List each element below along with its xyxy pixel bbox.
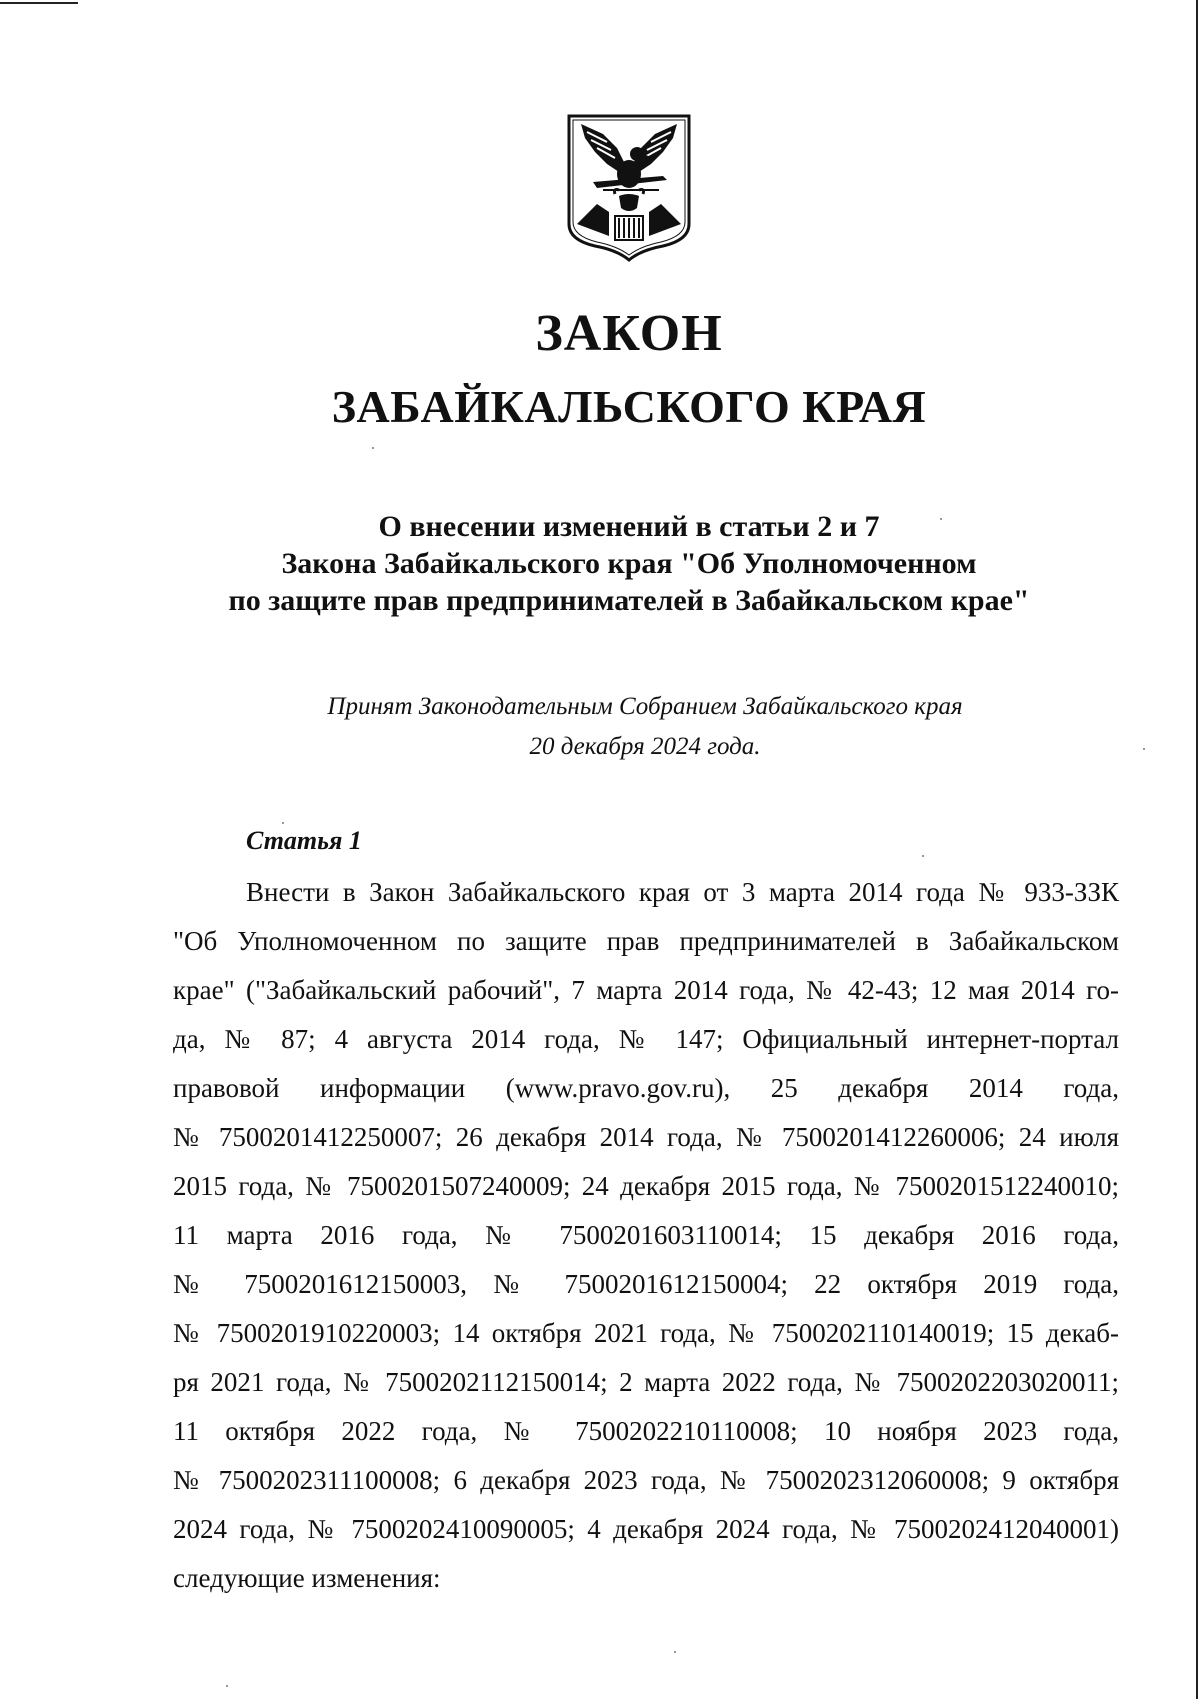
article-body — [173, 868, 1119, 1603]
paragraph-line: № 7500201910220003; 14 октября 2021 года, № 7500202110140019; 15 декаб- — [173, 1318, 1119, 1348]
subject-line: по защите прав предпринимателей в Забайкальском крае" — [228, 584, 1030, 617]
law-title: ЗАКОН — [535, 305, 723, 362]
paragraph-line: да, № 87; 4 августа 2014 года, № 147; Официальный интернет-портал — [173, 1024, 1119, 1054]
paragraph-line: 2015 года, № 7500201507240009; 24 декабря 2015 года, № 7500201512240010; — [173, 1171, 1119, 1201]
paragraph-line: "Об Уполномоченном по защите прав предпринимателей в Забайкальском — [173, 926, 1119, 956]
scan-speck — [922, 855, 924, 857]
scan-speck — [674, 1651, 676, 1653]
paragraph-line: № 7500201612150003, № 7500201612150004; 22 октября 2019 года, — [173, 1269, 1119, 1299]
subject-line: О внесении изменений в статьи 2 и 7 — [378, 510, 880, 543]
paragraph-line: 2024 года, № 7500202410090005; 4 декабря 2024 года, № 7500202412040001) — [173, 1514, 1119, 1544]
subject-line: Закона Забайкальского края "Об Уполномоченном — [281, 547, 977, 580]
adoption-note — [0, 687, 1200, 767]
scan-speck — [372, 447, 374, 449]
adoption-date: 20 декабря 2024 года. — [529, 733, 761, 760]
paragraph-line: № 7500201412250007; 26 декабря 2014 года, № 7500201412260006; 24 июля — [173, 1122, 1119, 1152]
law-region: ЗАБАЙКАЛЬСКОГО КРАЯ — [331, 381, 927, 432]
paragraph-line: 11 октября 2022 года, № 7500202210110008; 10 ноября 2023 года, — [173, 1416, 1119, 1446]
coat-of-arms-icon — [563, 112, 695, 262]
scan-speck — [282, 822, 284, 824]
law-subject — [0, 508, 1200, 619]
paragraph-line: 11 марта 2016 года, № 7500201603110014; 15 декабря 2016 года, — [173, 1220, 1119, 1250]
scan-speck — [226, 1685, 228, 1687]
adoption-line: Принят Законодательным Собранием Забайкальского края — [327, 693, 963, 720]
paragraph-line: № 7500202311100008; 6 декабря 2023 года, № 7500202312060008; 9 октября — [173, 1465, 1119, 1495]
scan-mark — [0, 2, 78, 4]
paragraph-line: следующие изменения: — [173, 1563, 441, 1593]
paragraph-line: крае" ("Забайкальский рабочий", 7 марта 2014 года, № 42-43; 12 мая 2014 го- — [173, 975, 1119, 1005]
scan-edge — [1196, 0, 1198, 1699]
article-heading: Статья 1 — [246, 826, 362, 855]
paragraph-line: Внести в Закон Забайкальского края от 3 марта 2014 года № 933-ЗЗК — [246, 877, 1119, 907]
paragraph-line: правовой информации (www.pravo.gov.ru), 25 декабря 2014 года, — [173, 1073, 1119, 1103]
paragraph-line: ря 2021 года, № 7500202112150014; 2 марта 2022 года, № 7500202203020011; — [173, 1367, 1119, 1397]
